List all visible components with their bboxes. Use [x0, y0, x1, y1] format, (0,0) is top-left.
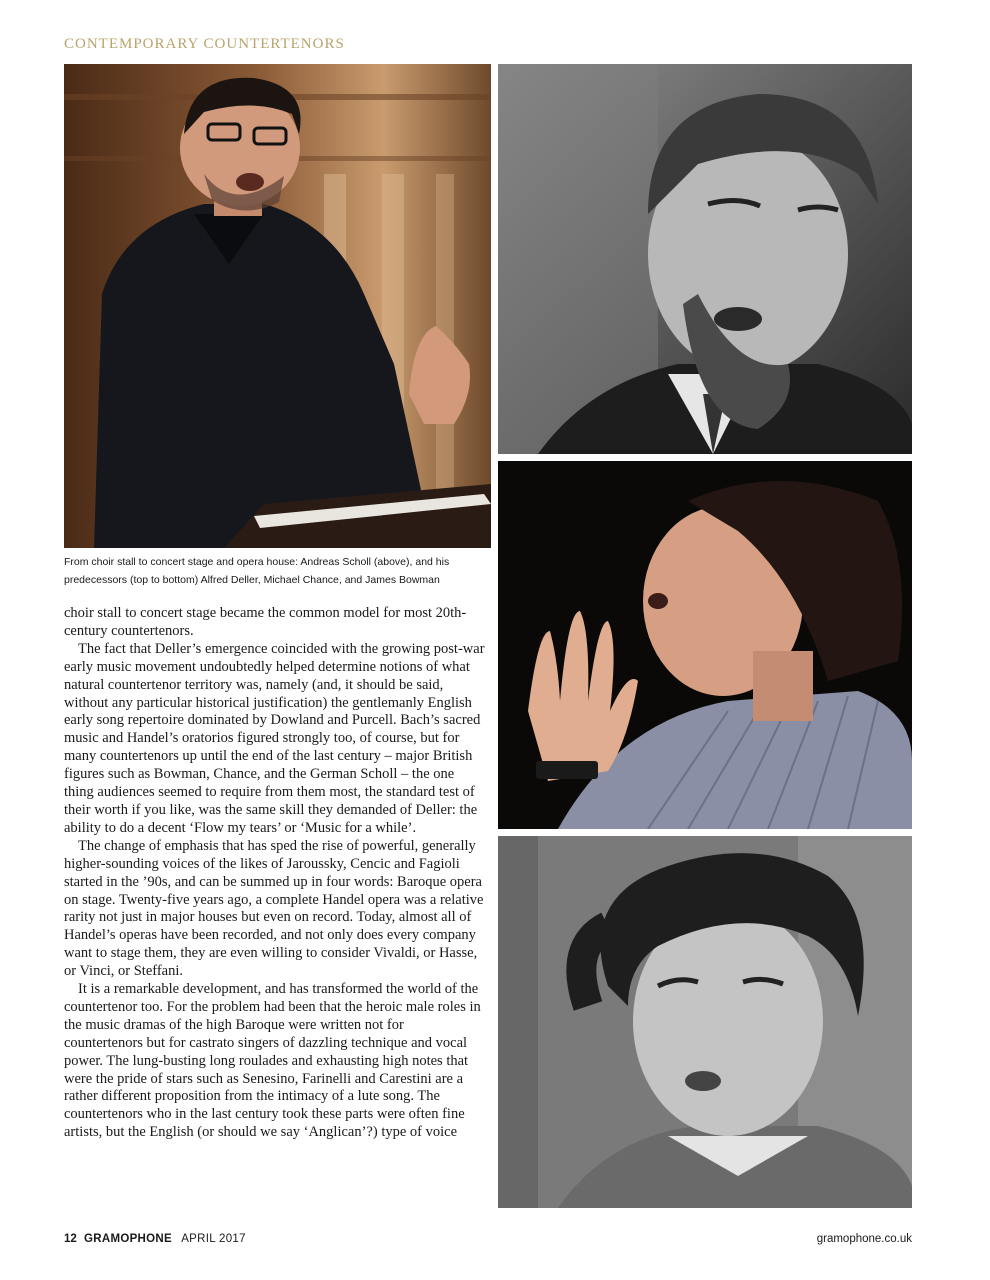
paragraph-3: The change of emphasis that has sped the rise of powerful, generally higher-sounding voices of the likes of Jaroussky, Cencic and Fagioli started in the ’90s, and can be summed up in four words: Baroque opera on stage. Twenty-five years ago, a complete Handel opera was a relative rarity not just in major houses but even on record. Today, almost all of Handel’s operas have been recorded, and not only does every company want to stage them, they are even willing to consider Vivaldi, or Hasse, or Vinci, or Steffani. [64, 837, 484, 980]
photo-james-bowman [498, 836, 912, 1208]
photo-caption [64, 553, 494, 589]
paragraph-1: choir stall to concert stage became the common model for most 20th-century countertenors. [64, 605, 467, 639]
paragraph-4: It is a remarkable development, and has transformed the world of the countertenor too. For the problem had been that the heroic male roles in the music dramas of the high Baroque were written not for countertenors but for castrato singers of dazzling technique and vocal power. The lung-busting long roulades and exhausting high notes that were the pride of stars such as Senesino, Farinelli and Carestini are a rather different proposition from the intimacy of a lute song. The countertenors who in the last century took these parts were often fine artists, but the English (or should we say ‘Anglican’?) type of voice [64, 981, 481, 1141]
page-footer [64, 1233, 912, 1245]
photo-andreas-scholl [64, 64, 491, 548]
issue-date: APRIL 2017 [181, 1233, 246, 1245]
running-head: CONTEMPORARY COUNTERTENORS [64, 36, 345, 52]
paragraph-2: The fact that Deller’s emergence coincided with the growing post-war early music movement undoubtedly helped determine notions of what natural countertenor territory was, namely (and, it should be said, without any particular historical justification) the gentlemanly English early song repertoire dominated by Dowland and Purcell. Bach’s sacred music and Handel’s oratorios figured strongly too, of course, but for many countertenors up until the end of the last century – major British figures such as Bowman, Chance, and the German Scholl – the one thing audiences seemed to require from them most, the standard test of their worth if you like, was the same skill they demanded of Deller: the ability to do a decent ‘Flow my tears’ or ‘Music for a while’. [64, 640, 485, 836]
photo-alfred-deller [498, 64, 912, 454]
photo-michael-chance [498, 461, 912, 829]
footer-left [64, 1233, 246, 1245]
page-number: 12 [64, 1233, 77, 1245]
website-link[interactable]: gramophone.co.uk [816, 1233, 912, 1245]
article-body [64, 605, 486, 1142]
magazine-name: GRAMOPHONE [84, 1233, 172, 1245]
caption-line-2: predecessors (top to bottom) Alfred Deller, Michael Chance, and James Bowman [64, 574, 440, 586]
caption-line-1: From choir stall to concert stage and opera house: Andreas Scholl (above), and his [64, 556, 450, 568]
